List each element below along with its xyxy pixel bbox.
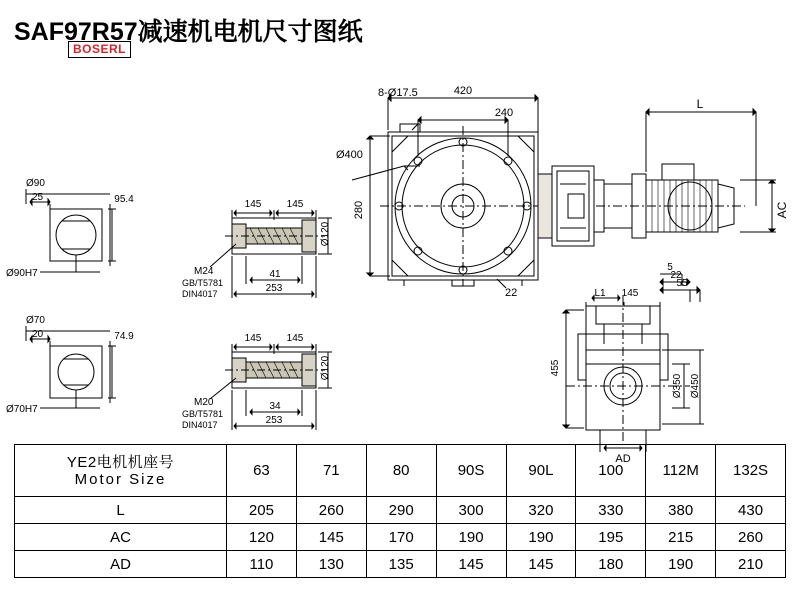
main-assembly-front-view [352,95,776,288]
dim-41: 41 [269,269,281,280]
table-header-label [15,445,227,497]
cell-AD-4: 145 [436,551,506,578]
table-row-header [15,445,786,497]
dim-240: 240 [494,107,514,119]
cell-AC-3: 170 [366,524,436,551]
dim-d120-b: Ø120 [320,355,331,381]
page-title: SAF97R57减速机电机尺寸图纸 [14,18,363,46]
label-m20: M20 [194,397,214,408]
cell-L-2: 260 [296,497,366,524]
dim-95-4: 95.4 [114,194,134,205]
dim-55: 55 [676,278,688,289]
cell-L-8: 430 [716,497,786,524]
dim-AD: AD [615,453,631,465]
dim-420: 420 [453,85,473,97]
dim-d90: Ø90 [26,178,45,189]
dim-253-b: 253 [265,415,283,426]
label-gb-5781-a: GB/T5781 [182,278,224,288]
dim-74-9: 74.9 [114,331,134,342]
dim-d70h7: Ø70H7 [6,404,38,415]
cell-L-7: 380 [646,497,716,524]
table-col-4: 90S [436,445,506,497]
dim-22-square: 22 [505,287,518,299]
dim-145-d: 145 [286,333,304,344]
cell-L-3: 290 [366,497,436,524]
dim-AC: AC [775,201,789,219]
label-gb-5781-b: GB/T5781 [182,409,224,419]
cell-AC-7: 215 [646,524,716,551]
table-header-label-en: Motor Size [74,470,167,488]
motor-size-table-wrap [14,444,786,578]
cell-AD-6: 180 [576,551,646,578]
cell-AC-4: 190 [436,524,506,551]
table-col-5: 90L [506,445,576,497]
row-label-AC: AC [15,524,227,551]
dim-d350: Ø350 [672,373,683,399]
dim-bore-400: Ø400 [336,149,363,161]
cell-AD-3: 135 [366,551,436,578]
dim-L1: L1 [594,288,606,299]
label-din-4017-a: DIN4017 [182,289,218,299]
table-col-2: 71 [296,445,366,497]
row-label-AD: AD [15,551,227,578]
table-col-6: 100 [576,445,646,497]
table-header-label-cn: YE2电机机座号 [66,453,175,471]
table-col-1: 63 [227,445,297,497]
table-col-8: 132S [716,445,786,497]
cell-AC-6: 195 [576,524,646,551]
row-label-L: L [15,497,227,524]
dim-5: 5 [667,262,673,273]
cell-AD-1: 110 [227,551,297,578]
dim-25: 25 [32,192,44,203]
dim-d90h7: Ø90H7 [6,268,38,279]
cell-AC-5: 190 [506,524,576,551]
dim-8-holes: 8-Ø17.5 [378,87,418,99]
cell-AC-8: 260 [716,524,786,551]
cell-AD-2: 130 [296,551,366,578]
cell-L-4: 300 [436,497,506,524]
table-col-3: 80 [366,445,436,497]
bottom-right-view [563,274,704,452]
dim-34: 34 [269,401,281,412]
table-row [15,497,786,524]
dim-d450: Ø450 [690,373,701,399]
cell-L-5: 320 [506,497,576,524]
motor-size-table [14,444,786,578]
cell-AC-1: 120 [227,524,297,551]
table-row [15,524,786,551]
dim-d70: Ø70 [26,315,45,326]
dim-280: 280 [353,200,365,220]
dim-22-br: 22 [670,270,682,281]
dim-145-br: 145 [621,288,639,299]
label-m24: M24 [194,266,214,277]
dim-20: 20 [32,329,44,340]
cell-L-1: 205 [227,497,297,524]
dim-145-b: 145 [286,199,304,210]
brand-logo: BOSERL [68,41,131,58]
dim-d120-a: Ø120 [320,221,331,247]
dim-253-a: 253 [265,283,283,294]
table-col-7: 112M [646,445,716,497]
cell-L-6: 330 [576,497,646,524]
dim-455: 455 [550,359,561,377]
cell-AC-2: 145 [296,524,366,551]
cell-AD-7: 190 [646,551,716,578]
table-row [15,551,786,578]
cell-AD-5: 145 [506,551,576,578]
dim-145-a: 145 [244,199,262,210]
label-din-4017-b: DIN4017 [182,420,218,430]
dim-145-c: 145 [244,333,262,344]
cell-AD-8: 210 [716,551,786,578]
dim-L: L [696,97,704,111]
